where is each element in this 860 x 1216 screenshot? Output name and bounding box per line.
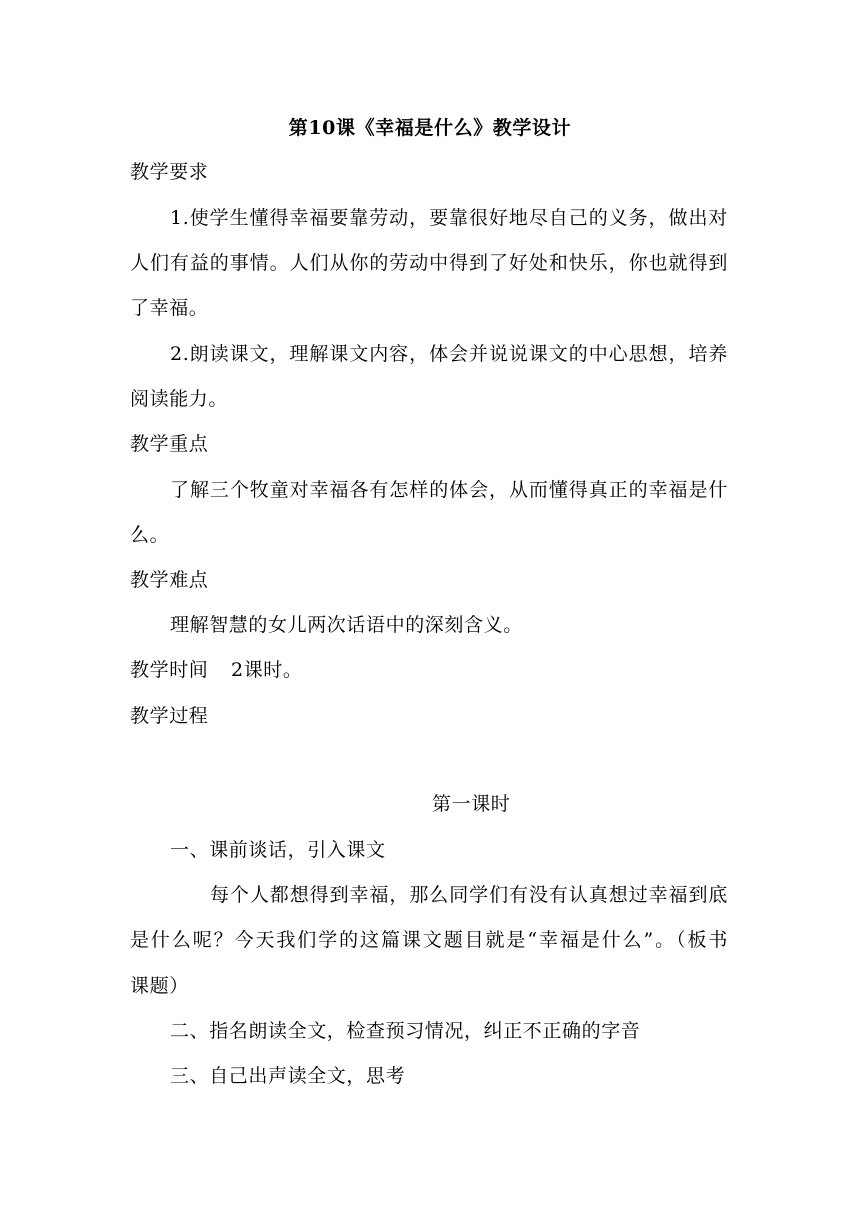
step-2: 二、指名朗读全文，检查预习情况，纠正不正确的字音 (170, 1020, 641, 1042)
lesson-1-title: 第一课时 (432, 793, 511, 815)
difficulty-heading: 教学难点 (130, 569, 209, 591)
focus-line-1: 了解三个牧童对幸福各有怎样的体会，从而懂得真正的幸福是什 (170, 479, 728, 501)
requirement-2-line-2: 阅读能力。 (130, 388, 229, 410)
focus-line-2: 么。 (130, 524, 170, 546)
step-1-heading: 一、课前谈话，引入课文 (170, 839, 386, 861)
process-heading: 教学过程 (130, 705, 209, 727)
step-1-line-3: 课题） (130, 975, 189, 997)
time-value: 2课时。 (231, 659, 303, 681)
step-1-line-1: 每个人都想得到幸福，那么同学们有没有认真想过幸福到底 (210, 884, 728, 906)
document-title: 第10课《幸福是什么》教学设计 (288, 117, 572, 139)
requirement-1-line-1: 1.使学生懂得幸福要靠劳动，要靠很好地尽自己的义务，做出对 (170, 207, 728, 229)
requirement-1-line-3: 了幸福。 (130, 297, 209, 319)
requirements-heading: 教学要求 (130, 161, 209, 183)
focus-heading: 教学重点 (130, 433, 209, 455)
time-label: 教学时间 (130, 659, 209, 681)
requirement-1-line-2: 人们有益的事情。人们从你的劳动中得到了好处和快乐，你也就得到 (130, 252, 728, 274)
step-3: 三、自己出声读全文，思考 (170, 1065, 406, 1087)
step-1-line-2: 是什么呢？今天我们学的这篇课文题目就是“幸福是什么”。（板书 (130, 929, 728, 951)
requirement-2-line-1: 2.朗读课文，理解课文内容，体会并说说课文的中心思想，培养 (170, 343, 728, 365)
difficulty-line-1: 理解智慧的女儿两次话语中的深刻含义。 (170, 614, 523, 636)
